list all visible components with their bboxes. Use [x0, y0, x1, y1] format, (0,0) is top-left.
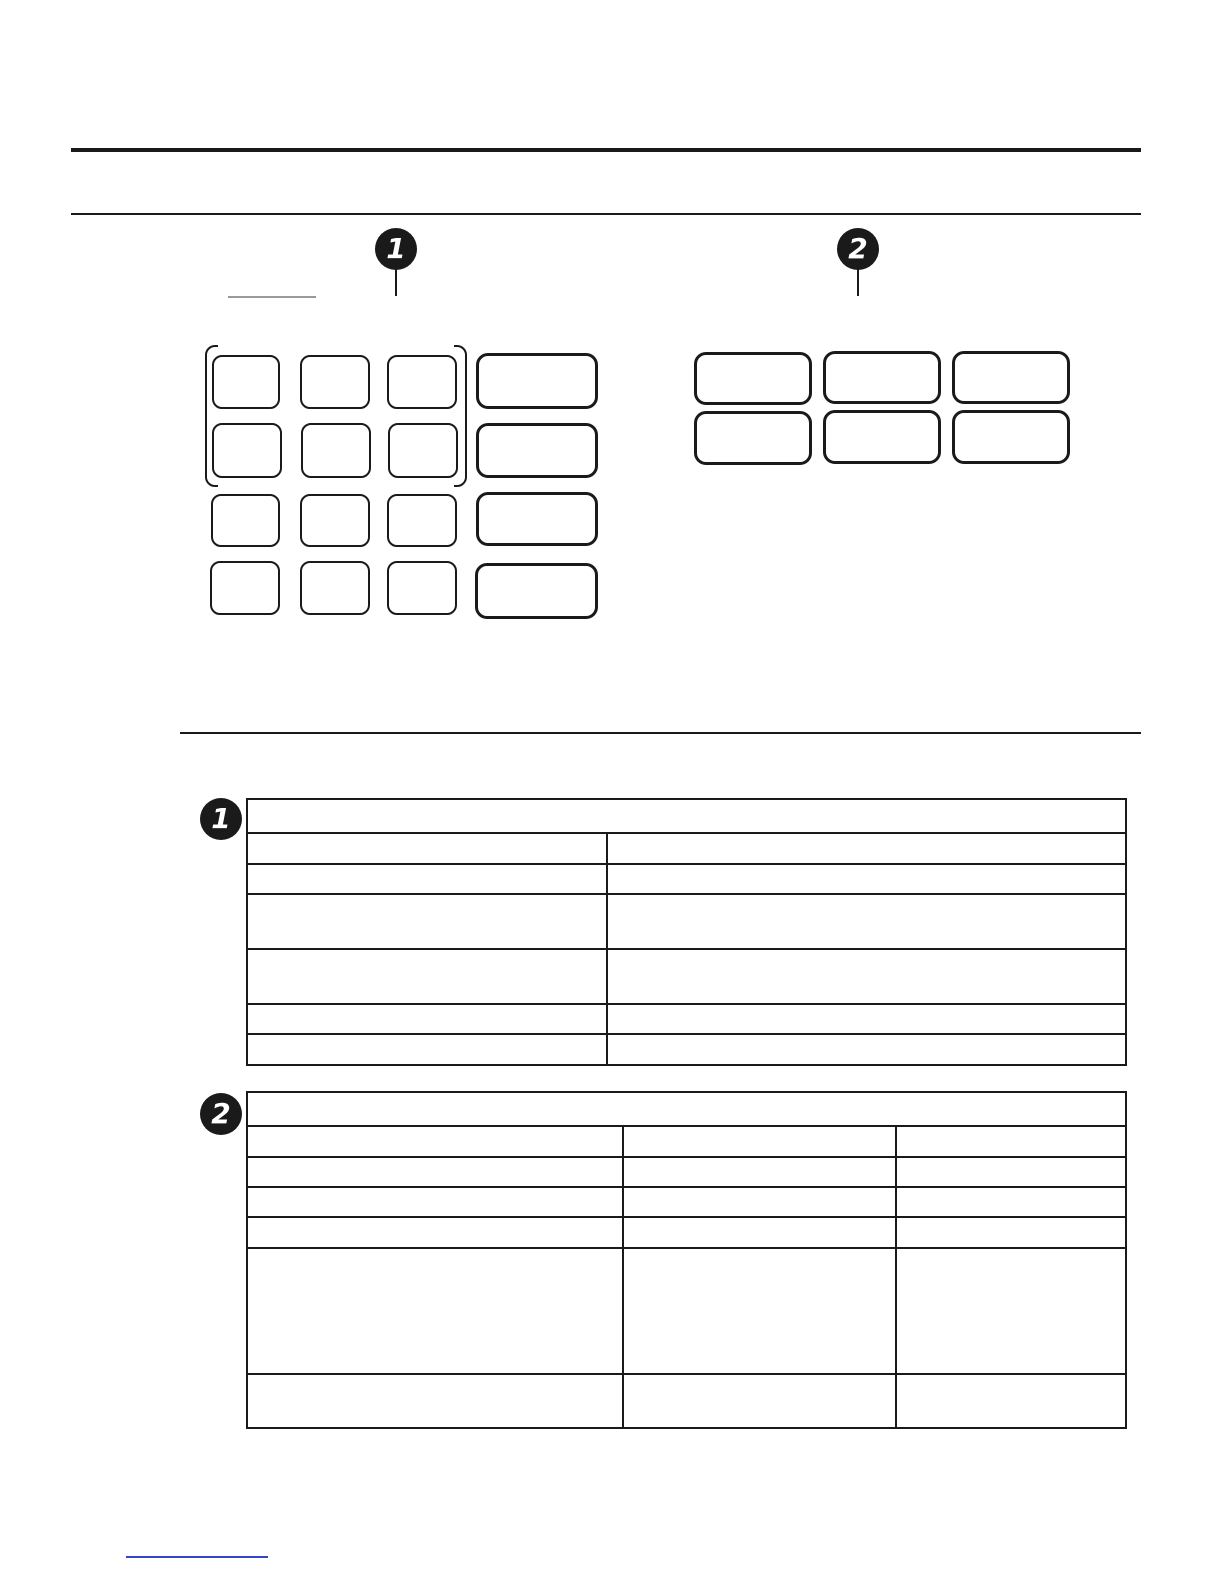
control-button[interactable] [823, 410, 941, 464]
table-cell [607, 949, 1126, 1004]
keypad-key[interactable] [300, 355, 370, 409]
table-cell [607, 894, 1126, 949]
table-cell [896, 1126, 1126, 1157]
table-cell [607, 864, 1126, 894]
table-row [247, 894, 1126, 949]
keypad-key[interactable] [210, 561, 280, 615]
table-row [247, 833, 1126, 864]
callout-2-badge: 2 [837, 228, 879, 270]
control-button[interactable] [694, 352, 812, 405]
table-cell [623, 1374, 896, 1428]
table-row [247, 1092, 1126, 1126]
table-cell [623, 1126, 896, 1157]
table-1 [246, 798, 1127, 1066]
function-key[interactable] [476, 423, 598, 478]
table-cell [247, 1217, 623, 1248]
table-cell [623, 1157, 896, 1187]
keypad-key[interactable] [300, 494, 370, 547]
keypad-key[interactable] [212, 355, 280, 409]
table-cell [247, 799, 1126, 833]
table-2-callout-badge: 2 [200, 1093, 242, 1135]
table-cell [247, 1034, 607, 1065]
table-row [247, 949, 1126, 1004]
table-row [247, 864, 1126, 894]
table-cell [247, 1374, 623, 1428]
table-cell [247, 894, 607, 949]
table-row [247, 1034, 1126, 1065]
table-cell [623, 1217, 896, 1248]
table-cell [896, 1157, 1126, 1187]
keypad-key[interactable] [387, 494, 457, 547]
footer-link-underline[interactable] [126, 1556, 268, 1558]
keypad-key[interactable] [212, 423, 282, 478]
keypad-key[interactable] [301, 423, 371, 478]
table-cell [247, 1248, 623, 1374]
table-cell [247, 949, 607, 1004]
control-button[interactable] [952, 410, 1070, 464]
table-cell [607, 833, 1126, 864]
table-row [247, 1217, 1126, 1248]
control-button[interactable] [823, 351, 941, 404]
table-1-callout-badge: 1 [200, 798, 242, 840]
bracket-bottom-gap [218, 484, 454, 489]
keypad-key[interactable] [211, 494, 280, 547]
table-2 [246, 1091, 1127, 1429]
table-row [247, 799, 1126, 833]
table-cell [607, 1004, 1126, 1034]
table-cell [247, 833, 607, 864]
table-cell [247, 1187, 623, 1217]
table-row [247, 1157, 1126, 1187]
table-row [247, 1248, 1126, 1374]
table-cell [623, 1187, 896, 1217]
table-cell [896, 1248, 1126, 1374]
keypad-key[interactable] [387, 561, 457, 615]
table-cell [247, 1004, 607, 1034]
callout-1-leader [395, 268, 397, 296]
keypad-key[interactable] [387, 355, 457, 409]
grey-underline-stub [228, 296, 316, 298]
keypad-key[interactable] [300, 561, 370, 615]
function-key[interactable] [476, 353, 598, 409]
table-cell [607, 1034, 1126, 1065]
section-rule [71, 213, 1141, 215]
control-button[interactable] [952, 351, 1070, 404]
table-row [247, 1374, 1126, 1428]
function-key[interactable] [476, 492, 598, 546]
table-row [247, 1126, 1126, 1157]
table-cell [623, 1248, 896, 1374]
keypad-key[interactable] [388, 423, 458, 478]
callout-2-leader [857, 268, 859, 296]
table-cell [247, 1126, 623, 1157]
table-cell [247, 1157, 623, 1187]
table-cell [247, 1092, 1126, 1126]
table-cell [896, 1217, 1126, 1248]
top-thick-rule [71, 148, 1141, 152]
control-button[interactable] [694, 411, 812, 465]
bracket-top-gap [218, 343, 454, 348]
table-row [247, 1187, 1126, 1217]
table-cell [247, 864, 607, 894]
table-row [247, 1004, 1126, 1034]
table-cell [896, 1187, 1126, 1217]
table-cell [896, 1374, 1126, 1428]
callout-1-badge: 1 [375, 228, 417, 270]
function-key[interactable] [475, 563, 598, 619]
table-section-rule [180, 732, 1141, 734]
